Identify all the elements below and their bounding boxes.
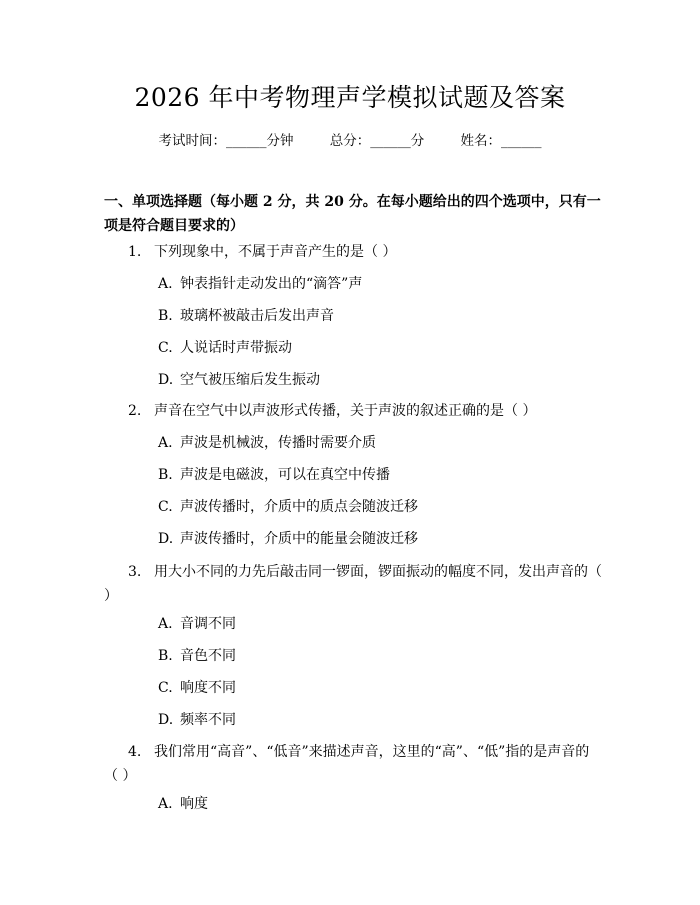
option-text: 人说话时声带振动: [180, 340, 292, 356]
section-heading: 一、单项选择题（每小题 2 分，共 20 分。在每小题给出的四个选项中，只有一项是符合题目要求的）: [104, 194, 601, 234]
option-text: 响度不同: [180, 680, 236, 696]
option-text: 玻璃杯被敲击后发出声音: [180, 308, 334, 324]
option-text: 音调不同: [180, 616, 236, 632]
question-number: 1.: [128, 244, 142, 260]
question-2-option-a: [158, 431, 598, 455]
question-text: 声音在空气中以声波形式传播，关于声波的叙述正确的是（ ）: [154, 403, 537, 419]
option-letter: A.: [158, 616, 173, 632]
student-name-field: 姓名：______: [460, 133, 542, 149]
option-letter: B.: [158, 467, 173, 483]
option-letter: B.: [158, 308, 173, 324]
question-4-option-a: [158, 792, 598, 816]
question-4: [104, 740, 602, 788]
page-title: 2026 年中考物理声学模拟试题及答案: [134, 83, 566, 112]
question-3: [104, 560, 602, 608]
question-2-option-b: [158, 463, 598, 487]
question-number: 2.: [128, 403, 142, 419]
option-letter: A.: [158, 276, 173, 292]
exam-meta: [0, 130, 700, 152]
option-letter: C.: [158, 340, 173, 356]
question-text: 我们常用“高音”、“低音”来描述声音，这里的“高”、“低”指的是声音的（ ）: [104, 744, 590, 784]
option-text: 声波是机械波，传播时需要介质: [180, 435, 376, 451]
question-3-option-b: [158, 644, 598, 668]
question-text: 下列现象中，不属于声音产生的是（ ）: [154, 244, 397, 260]
option-letter: A.: [158, 435, 173, 451]
option-letter: B.: [158, 648, 173, 664]
option-letter: A.: [158, 796, 173, 812]
option-text: 频率不同: [180, 712, 236, 728]
option-text: 响度: [180, 796, 208, 812]
option-text: 声波传播时，介质中的能量会随波迁移: [180, 531, 418, 547]
option-text: 音色不同: [180, 648, 236, 664]
question-1: [104, 240, 602, 264]
question-1-option-d: [158, 368, 598, 392]
question-3-option-a: [158, 612, 598, 636]
option-text: 钟表指针走动发出的“滴答”声: [180, 276, 363, 292]
question-text: 用大小不同的力先后敲击同一锣面，锣面振动的幅度不同，发出声音的（ ）: [104, 564, 602, 604]
option-letter: D.: [158, 712, 174, 728]
exam-time-field: 考试时间：______分钟: [158, 133, 294, 149]
question-1-option-a: [158, 272, 598, 296]
option-text: 声波传播时，介质中的质点会随波迁移: [180, 499, 418, 515]
option-letter: D.: [158, 372, 174, 388]
option-letter: D.: [158, 531, 174, 547]
option-text: 空气被压缩后发生振动: [180, 372, 320, 388]
option-text: 声波是电磁波，可以在真空中传播: [180, 467, 390, 483]
question-2: [104, 399, 602, 423]
question-2-option-d: [158, 527, 598, 551]
total-score-field: 总分：______分: [329, 133, 425, 149]
question-number: 4.: [128, 744, 142, 760]
option-letter: C.: [158, 680, 173, 696]
question-number: 3.: [128, 564, 142, 580]
question-1-option-c: [158, 336, 598, 360]
question-3-option-c: [158, 676, 598, 700]
option-letter: C.: [158, 499, 173, 515]
question-2-option-c: [158, 495, 598, 519]
question-3-option-d: [158, 708, 598, 732]
question-1-option-b: [158, 304, 598, 328]
